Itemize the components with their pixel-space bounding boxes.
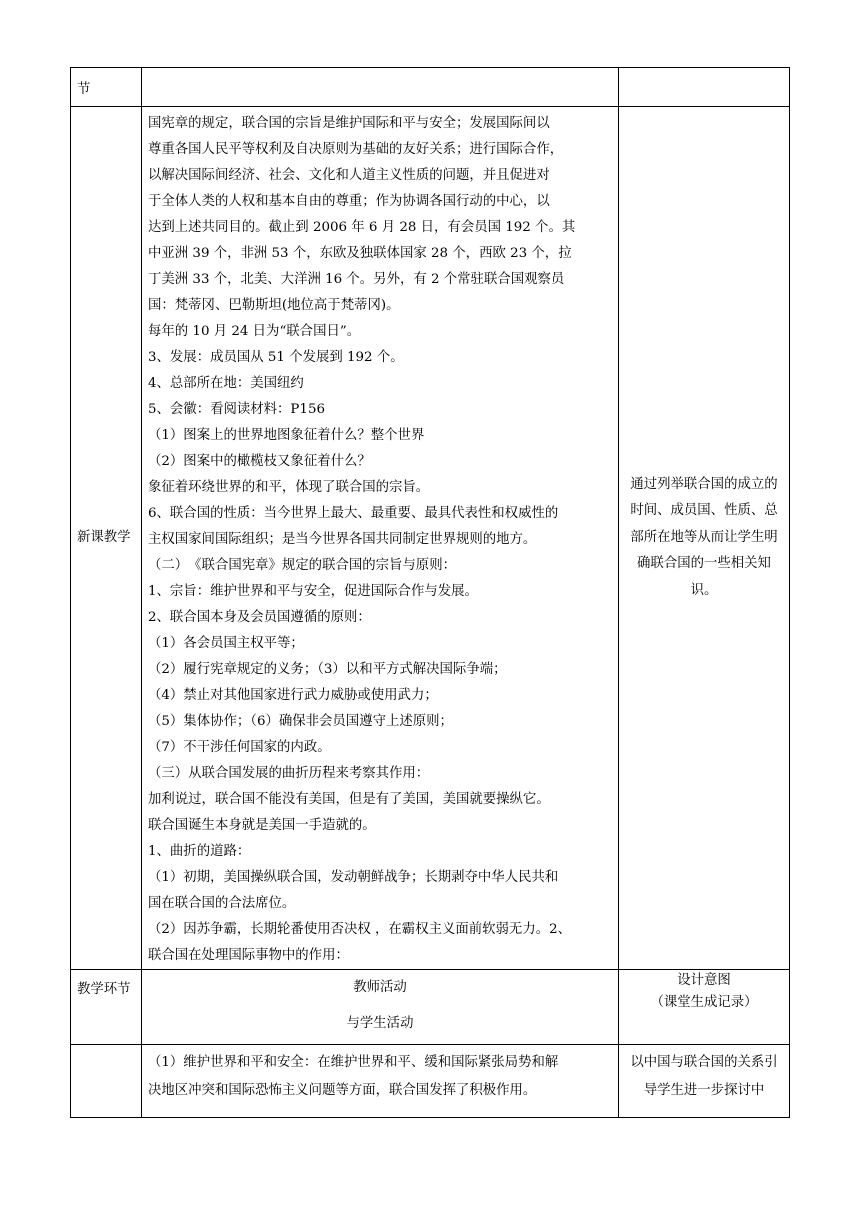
table-row [71,1045,790,1118]
content-line: （二） 《联合国宪章》规定的联合国的宗旨与原则： [148,558,456,573]
content-line: 1、曲折的道路： [148,844,251,859]
row-label: 新课教学 [71,107,142,970]
content-line: （5）集体协作；（6）确保非会员国遵守上述原则； [148,714,453,729]
row-label: 节 [71,68,142,107]
content-line: （三）从联合国发展的曲折历程来考察其作用： [148,766,430,781]
content-line: （2）图案中的橄榄枝又象征着什么？ [148,454,371,469]
content-line: 6、联合国的性质：当今世界上最大、最重要、最具代表性和权威性的 [148,506,559,521]
content-line: 3、发展：成员国从 51 个发展到 192 个。 [148,350,404,365]
lesson-plan-table [70,67,790,1118]
column-header-stage: 教学环节 [71,970,142,1045]
content-line: 象征着环绕世界的和平，体现了联合国的宗旨。 [148,480,430,495]
column-header-intent [619,970,790,1045]
content-line: 1、宗旨：维护世界和平与安全，促进国际合作与发展。 [148,584,478,599]
content-line: 决地区冲突和国际恐怖主义问题等方面，联合国发挥了积极作用。 [148,1083,537,1098]
content-line: 尊重各国人民平等权利及自决原则为基础的友好关系；进行国际合作， [148,142,564,157]
content-line: 5、会徽：看阅读材料：P156 [148,402,325,417]
content-line: 以解决国际间经济、社会、文化和人道主义性质的问题，并且促进对 [148,168,550,183]
header-line: 教师活动 [353,980,407,995]
table-row [71,107,790,970]
content-line: 主权国家间国际组织；是当今世界各国共同制定世界规则的地方。 [148,532,537,547]
empty-cell [619,68,790,107]
empty-cell [142,68,619,107]
table-header-row [71,970,790,1045]
header-line: 设计意图 [677,973,731,988]
content-line: 加利说过，联合国不能没有美国，但是有了美国，美国就要操纵它。 [148,792,550,807]
content-line: （1）初期，美国操纵联合国，发动朝鲜战争；长期剥夺中华人民共和 [148,870,559,885]
content-line: （2）因苏争霸，长期轮番使用否决权 ，在霸权主义面前软弱无力。2、 [148,922,572,937]
design-intent-note: 以中国与联合国的关系引导学生进一步探讨中 [619,1045,790,1118]
content-line: 2、联合国本身及会员国遵循的原则： [148,610,371,625]
content-line: 达到上述共同目的。截止到 2006 年 6 月 28 日，有会员国 192 个。其 [148,220,576,235]
content-line: 丁美洲 33 个，北美、大洋洲 16 个。另外，有 2 个常驻联合国观察员 [148,272,565,287]
content-line: 联合国诞生本身就是美国一手造就的。 [148,818,376,833]
content-line: 联合国在处理国际事物中的作用： [148,948,349,963]
content-line: （1）图案上的世界地图象征着什么？整个世界 [148,428,425,443]
content-line: 国宪章的规定，联合国的宗旨是维护国际和平与安全；发展国际间以 [148,116,550,131]
content-line: 于全体人类的人权和基本自由的尊重；作为协调各国行动的中心，以 [148,194,550,209]
content-line: （1）维护世界和平和安全：在维护世界和平、缓和国际紧张局势和解 [148,1055,559,1070]
lesson-content [142,1045,619,1118]
design-intent-note: 通过列举联合国的成立的时间、成员国、性质、总部所在地等从而让学生明确联合国的一些相关知识。 [619,107,790,970]
content-line: 每年的 10 月 24 日为“联合国日”。 [148,324,361,339]
content-line: （4）禁止对其他国家进行武力威胁或使用武力； [148,688,438,703]
content-line: 国：梵蒂冈、巴勒斯坦(地位高于梵蒂冈)。 [148,298,400,313]
content-line: 国在联合国的合法席位。 [148,896,296,911]
content-line: 中亚洲 39 个，非洲 53 个，东欧及独联体国家 28 个，西欧 23 个，拉 [148,246,572,261]
content-line: 4、总部所在地：美国纽约 [148,376,304,391]
content-line: （1）各会员国主权平等； [148,636,304,651]
table-row [71,68,790,107]
lesson-content [142,107,619,970]
header-line: （课堂生成记录） [650,995,758,1010]
column-header-activity [142,970,619,1045]
empty-cell [71,1045,142,1118]
header-line: 与学生活动 [346,1016,414,1031]
content-line: （7）不干涉任何国家的内政。 [148,740,331,755]
content-line: （2）履行宪章规定的义务；（3）以和平方式解决国际争端； [148,662,507,677]
